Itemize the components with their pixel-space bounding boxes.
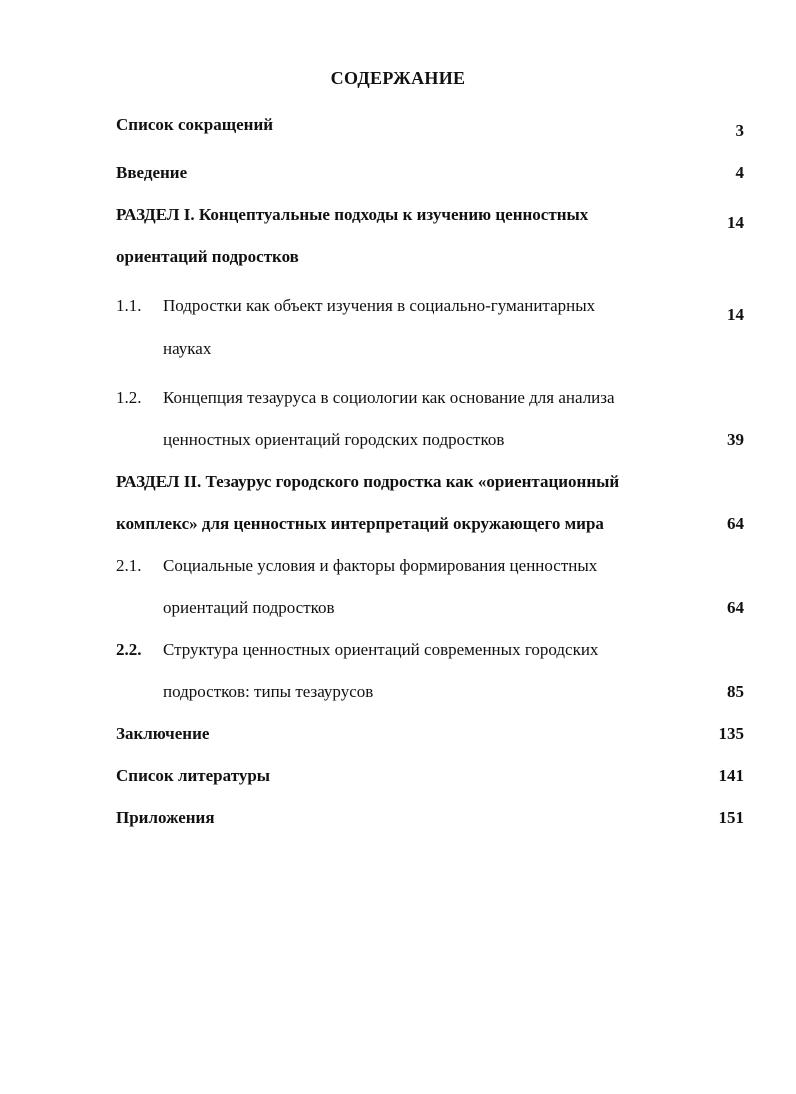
toc-page-s21: 64: [727, 598, 744, 617]
toc-page-part2: 64: [727, 514, 744, 533]
toc-page-conclusion: 135: [718, 724, 744, 743]
toc-s21-number: 2.1.: [116, 556, 142, 575]
toc-part1-line1: РАЗДЕЛ I. Концептуальные подходы к изучению ценностных: [116, 205, 589, 224]
toc-page-part1: 14: [727, 213, 744, 232]
toc-page-s12: 39: [727, 430, 744, 449]
toc-s12-line2: ценностных ориентаций городских подростков: [163, 430, 505, 449]
toc-part2-line1: РАЗДЕЛ II. Тезаурус городского подростка как «ориентационный: [116, 472, 620, 491]
toc-page-introduction: 4: [735, 163, 744, 182]
toc-page-s11: 14: [727, 305, 744, 324]
toc-s12-number: 1.2.: [116, 388, 142, 407]
toc-s22-line1: Структура ценностных ориентаций современных городских: [163, 640, 599, 659]
toc-s22-number: 2.2.: [116, 640, 142, 659]
toc-page-abbreviations: 3: [735, 121, 744, 140]
toc-s11-number: 1.1.: [116, 296, 142, 315]
toc-entry-introduction: Введение: [116, 163, 188, 182]
toc-entry-appendix: Приложения: [116, 808, 215, 827]
toc-s11-line1: Подростки как объект изучения в социально-гуманитарных: [163, 296, 596, 315]
toc-s11-line2: науках: [163, 339, 212, 358]
toc-page-appendix: 151: [718, 808, 744, 827]
toc-s12-line1: Концепция тезауруса в социологии как основание для анализа: [163, 388, 615, 407]
toc-s22-line2: подростков: типы тезаурусов: [163, 682, 374, 701]
toc-s21-line1: Социальные условия и факторы формирования ценностных: [163, 556, 598, 575]
toc-entry-abbreviations: Список сокращений: [116, 115, 274, 134]
toc-page-s22: 85: [727, 682, 744, 701]
toc-s21-line2: ориентаций подростков: [163, 598, 335, 617]
toc-part1-line2: ориентаций подростков: [116, 247, 299, 266]
toc-entry-references: Список литературы: [116, 766, 271, 785]
toc-page-references: 141: [718, 766, 744, 785]
toc-part2-line2: комплекс» для ценностных интерпретаций окружающего мира: [116, 514, 604, 533]
toc-entry-conclusion: Заключение: [116, 724, 210, 743]
toc-title: СОДЕРЖАНИЕ: [330, 68, 466, 88]
